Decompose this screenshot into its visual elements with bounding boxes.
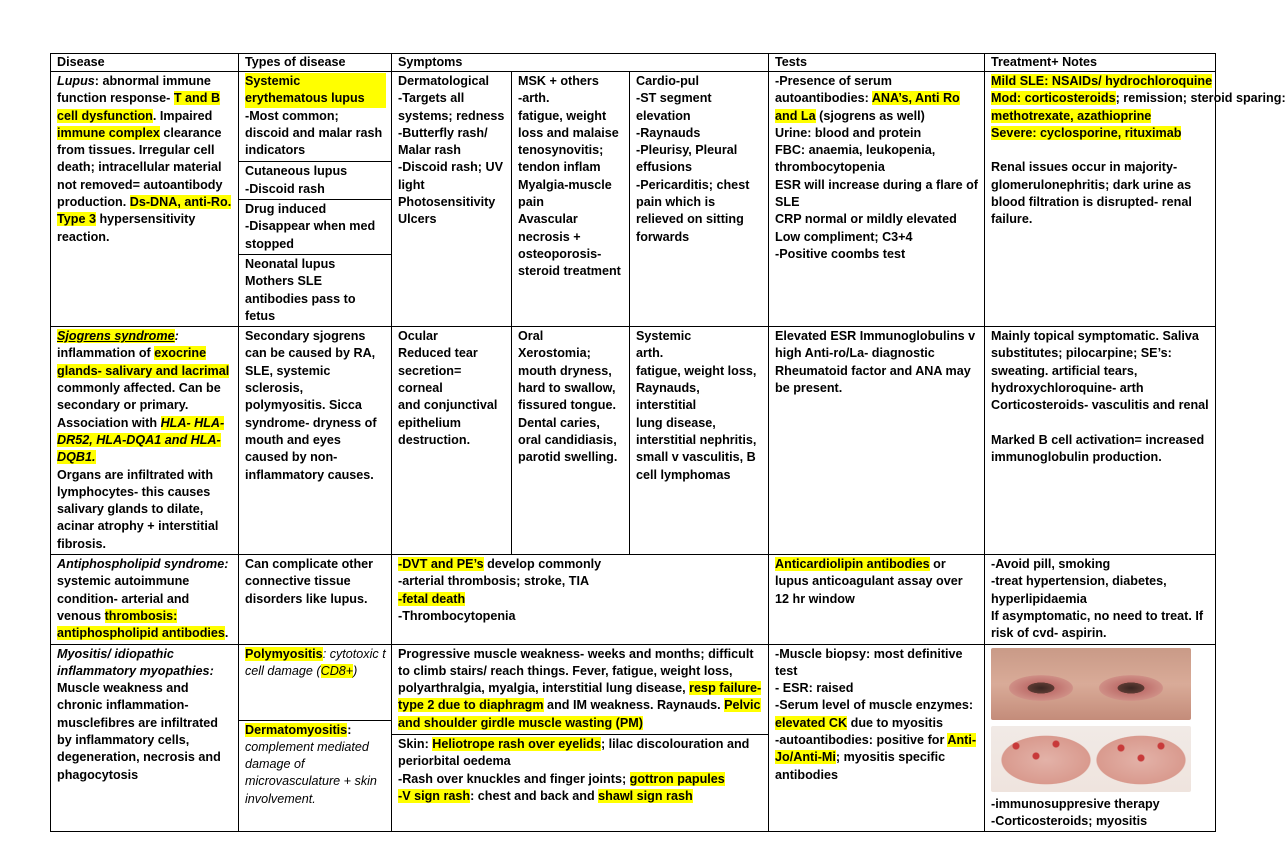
disease-name: Sjogrens syndrome [57,329,175,344]
sym-line: Malar rash [398,143,461,158]
sym-line: destruction. [398,432,471,447]
highlight: Severe: cyclosporine, rituximab [991,125,1182,140]
text: Organs are infiltrated with lymphocytes- this causes salivary glands to dilate, acinar atrophy + interstitial fibrosis. [57,467,219,551]
sym-line: loss and malaise [518,125,619,140]
disease-table [50,53,1286,832]
highlight: Mod: corticosteroids [991,91,1116,106]
sym-line: relieved on sitting [636,212,744,227]
type-neonatal-desc: Mothers SLE antibodies pass to fetus [245,274,356,323]
disease-name: Myositis/ idiopathic inflammatory myopathies: [57,646,214,678]
sym-line: fissured tongue. [518,398,616,413]
sym-line: secretion= corneal [398,363,462,396]
highlight: thrombosis: antiphospholipid antibodies [57,608,225,641]
sym-line: -Pleurisy, Pleural [636,143,738,158]
text: : chest and back and [470,788,599,803]
sym-line: forwards [636,229,690,244]
text: -immunosuppresive therapy [991,796,1160,811]
aps-treatment-cell [985,555,1216,644]
sym-line: Dermatological [398,74,489,88]
highlight: resp failure-type 2 due to diaphragm [398,681,762,713]
sym-line: Avascular [518,212,578,227]
sym-line: -Butterfly rash/ [398,125,488,140]
sjogrens-types-cell: Secondary sjogrens can be caused by RA, SLE, systemic sclerosis, polymyositis. Sicca syndrome- dryness of mouth and eyes caused by non-inflammatory causes. [239,327,392,555]
text: -autoantibodies: positive for [775,732,948,747]
text: : cytotoxic t cell damage ( [245,646,386,678]
sym-line: Systemic [636,329,692,344]
sym-line: -ST segment [636,91,712,106]
text: systemic autoimmune condition- arterial and venous [57,574,190,623]
text: (sjogrens as well) [815,108,925,123]
header-tests: Tests [769,54,985,72]
aps-disease-cell [51,555,239,644]
type-sle: Systemic erythematous lupus [245,73,386,108]
test-line: -Positive coombs test [775,246,906,261]
highlight: -V sign rash [398,788,471,803]
sym-line: -arth. [518,91,550,106]
sym-line: -arterial thrombosis; stroke, TIA [398,574,590,589]
type-polymyositis: Polymyositis [245,646,323,661]
text: Progressive muscle weakness- weeks and months; difficult to climb stairs/ reach things. Fever, fatigue, weight loss, polyarthralgia, myalgia, interstitial lung disease, [398,646,754,696]
text: . Impaired [152,108,213,123]
gottron-papules-photo [991,726,1191,792]
text: -treat hypertension, diabetes, hyperlipidaemia [991,574,1167,606]
text: Mainly topical symptomatic. Saliva substitutes; pilocarpine; SE’s: sweating. artificial tears, hydroxychloroquine- arth [991,329,1199,396]
type-cutaneous-desc: -Discoid rash [245,181,325,196]
sym-line: Photosensitivity [398,195,496,210]
type-drug-induced-desc: -Disappear when med stopped [245,219,376,251]
text: clearance from tissues. Irregular cell death; intracellular material not removed= autoantibody production. [57,125,223,210]
highlight: elevated CK [775,715,848,730]
sym-line: -Pericarditis; chest [636,177,750,192]
lupus-sym-cardio [630,72,769,327]
test-line: -Muscle biopsy: most definitive test [775,646,963,678]
sym-line: systems; redness [398,108,505,123]
aps-types-cell: Can complicate other connective tissue disorders like lupus. [239,555,392,644]
text: ) [353,663,358,678]
sym-line: interstitial nephritis, [636,432,757,447]
sym-line: fatigue, weight loss, [636,363,757,378]
text: . [224,626,229,641]
lupus-treatment-cell [985,72,1286,327]
sym-line: MSK + others [518,74,599,88]
text: Muscle weakness and chronic inflammation- musclefibres are infiltrated by inflammatory cells, degeneration, necrosis and phagocytosis [57,681,221,782]
table-row-lupus [51,72,1216,327]
type-neonatal: Neonatal lupus [245,256,336,271]
sym-line: small v vasculitis, B [636,450,756,465]
lupus-types-cell [239,72,392,327]
sym-line: -Raynauds [636,125,701,140]
sym-line: Ulcers [398,212,437,227]
sym-line: Xerostomia; [518,346,591,361]
text: -Avoid pill, smoking [991,557,1111,572]
sym-line: lung disease, [636,415,716,430]
sym-line: Reduced tear [398,346,478,361]
sym-line: -Thrombocytopenia [398,608,516,623]
sym-line: tenosynovitis; [518,143,604,158]
highlight: -DVT and PE’s [398,557,484,572]
sym-line: fatigue, weight [518,108,607,123]
sym-line: elevation [636,108,691,123]
text: due to myositis [847,715,944,730]
sym-line: osteoporosis- [518,246,602,261]
text: develop commonly [483,557,602,572]
sym-line: Dental caries, [518,415,600,430]
myositis-symptoms-cell [392,644,769,832]
myositis-types-cell [239,644,392,832]
test-line: CRP normal or mildly elevated [775,212,957,227]
text: -Presence of serum autoantibodies: [775,74,892,106]
text: : abnormal immune function response- [57,74,211,106]
text: -Corticosteroids; myositis [991,813,1148,828]
type-drug-induced: Drug induced [245,202,327,217]
sym-line: Oral [518,329,544,344]
sym-line: pain which is [636,195,716,210]
header-symptoms: Symptoms [392,54,769,72]
table-row-myositis [51,644,1216,832]
text: Corticosteroids- vasculitis and renal [991,398,1209,413]
test-line: ESR will increase during a flare of SLE [775,177,978,210]
sjogrens-disease-cell [51,327,239,555]
note: Renal issues occur in majority- glomerulonephritis; dark urine as blood filtration is disrupted- renal failure. [991,160,1192,227]
text: ; remission; steroid sparing: [1115,91,1286,106]
table-row-sjogrens [51,327,1216,555]
highlight: Anti-Jo/Anti-Mi [775,732,977,765]
sym-line: -Targets all [398,91,465,106]
highlight: methotrexate, azathioprine [991,108,1152,123]
heliotrope-rash-photo [991,648,1191,720]
type-cutaneous: Cutaneous lupus [245,164,348,179]
sym-line: parotid swelling. [518,450,618,465]
sym-line: Myalgia-muscle [518,177,612,192]
text: : [174,329,179,344]
text: or lupus anticoagulant assay over 12 hr window [775,557,963,606]
sym-line: effusions [636,160,692,175]
sym-line: mouth dryness, [518,363,612,378]
table-row-aps [51,555,1216,644]
highlight: T and B cell dysfunction [57,91,221,123]
header-types: Types of disease [239,54,392,72]
text: inflammation of [57,346,155,361]
test-line: - ESR: raised [775,681,854,696]
sym-line: steroid treatment [518,264,621,279]
sym-line: Ocular [398,329,438,344]
sjogrens-sym-systemic [630,327,769,555]
type-dermatomyositis: Dermatomyositis [245,722,348,737]
highlight: Mild SLE: NSAIDs/ hydrochloroquine [991,74,1213,88]
text: ; myositis specific antibodies [775,750,946,782]
sym-line: tendon inflam [518,160,601,175]
disease-name: Lupus [57,74,95,88]
header-disease: Disease [51,54,239,72]
text: : [347,722,352,737]
header-treatment: Treatment+ Notes [985,54,1216,72]
lupus-sym-derm [392,72,512,327]
text: Marked B cell activation= increased immunoglobulin production. [991,432,1205,465]
text: complement mediated damage of microvasculature + skin involvement. [245,739,377,806]
lupus-disease-cell [51,72,239,327]
test-line: -Serum level of muscle enzymes: [775,698,974,713]
sjogrens-tests-cell: Elevated ESR Immunoglobulins v high Anti-ro/La- diagnostic Rheumatoid factor and ANA may be present. [769,327,985,555]
highlight: gottron papules [629,771,725,786]
sym-line: and conjunctival [398,398,498,413]
test-line: FBC: anaemia, leukopenia, thrombocytopenia [775,143,936,175]
highlight: Anticardiolipin antibodies [775,557,930,572]
header-row [51,54,1216,72]
highlight: HLA- HLA-DR52, HLA-DQA1 and HLA-DQB1. [57,415,225,465]
highlight: -fetal death [398,591,466,606]
sjogrens-sym-oral [512,327,630,555]
text: ; lilac discolouration and periorbital oedema [398,736,750,769]
sjogrens-sym-ocular [392,327,512,555]
text: -Rash over knuckles and finger joints; [398,771,630,786]
myositis-disease-cell [51,644,239,832]
test-line: Urine: blood and protein [775,125,922,140]
sym-line: cell lymphomas [636,467,731,482]
highlight: immune complex [57,125,160,140]
sym-line: Raynauds, interstitial [636,381,700,413]
sym-line: epithelium [398,415,461,430]
text: If asymptomatic, no need to treat. If risk of cvd- aspirin. [991,608,1204,641]
myositis-treatment-cell [985,644,1216,832]
highlight: Heliotrope rash over eyelids [432,736,601,751]
highlight: CD8+ [320,663,354,678]
sym-line: Cardio-pul [636,74,699,88]
highlight: exocrine glands- salivary and lacrimal [57,346,230,378]
highlight: ANA’s, Anti Ro and La [775,91,960,123]
lupus-sym-msk [512,72,630,327]
sym-line: necrosis + [518,229,581,244]
disease-name: Antiphospholipid syndrome: [57,557,229,572]
test-line: Low compliment; C3+4 [775,229,913,244]
text: hypersensitivity reaction. [57,212,196,244]
type-sle-desc: -Most common; discoid and malar rash indicators [245,108,383,158]
highlight: Ds-DNA, anti-Ro. Type 3 [57,195,232,227]
sym-line: light [398,177,425,192]
aps-symptoms-cell [392,555,769,644]
highlight: shawl sign rash [598,788,693,803]
highlight: Pelvic and shoulder girdle muscle wasting (PM) [398,698,761,730]
sym-line: oral candidiasis, [518,432,617,447]
sym-line: -Discoid rash; UV [398,160,503,175]
text: Skin: [398,736,433,751]
text: and IM weakness. Raynauds. [543,698,725,713]
aps-tests-cell [769,555,985,644]
lupus-tests-cell [769,72,985,327]
sym-line: hard to swallow, [518,381,616,396]
sym-line: arth. [636,346,664,361]
sym-line: pain [518,195,544,210]
text: commonly affected. Can be secondary or primary. Association with [57,381,221,430]
sjogrens-treatment-cell [985,327,1216,555]
myositis-tests-cell [769,644,985,832]
